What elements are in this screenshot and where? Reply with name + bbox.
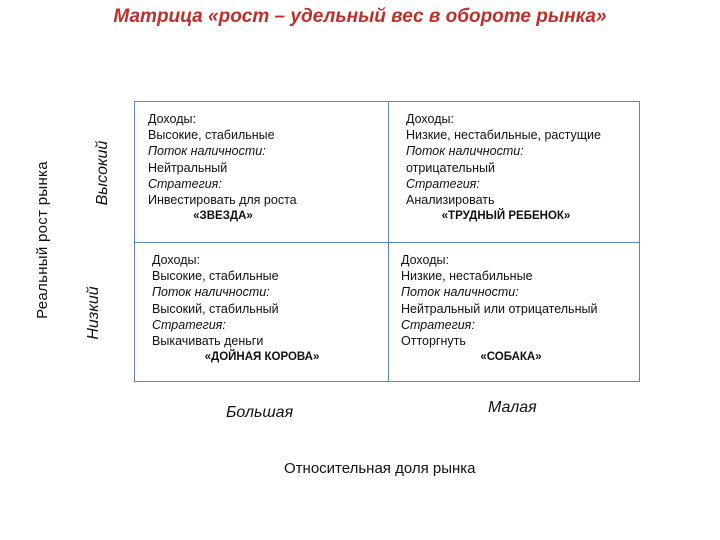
quadrant-question-name: «ТРУДНЫЙ РЕБЕНОК» [441,210,571,223]
quadrant-cow-strategy: Выкачивать деньги [152,334,264,349]
quadrant-dog-cash: Нейтральный или отрицательный [401,301,598,316]
quadrant-cow-income: Высокие, стабильные [152,269,279,284]
bcg-matrix [134,101,640,382]
quadrant-star-cash: Нейтральный [148,160,228,175]
quadrant-question-cash-label: Поток наличности: [406,144,524,159]
quadrant-cow-income-label: Доходы: [152,253,200,267]
quadrant-dog-strategy-label: Стратегия: [401,317,475,332]
quadrant-dog-name: «СОБАКА» [480,351,542,364]
quadrant-question-strategy: Анализировать [406,193,495,208]
quadrant-cow-strategy-label: Стратегия: [152,317,226,332]
quadrant-star-strategy-label: Стратегия: [148,176,222,191]
y-axis-low-label: Низкий [85,286,102,340]
quadrant-cow-cash: Высокий, стабильный [152,301,279,316]
quadrant-star [148,111,298,224]
quadrant-dog-strategy: Отторгнуть [401,334,466,349]
quadrant-dog-income-label: Доходы: [401,253,449,267]
quadrant-question-cash: отрицательный [406,160,495,175]
y-axis-label: Реальный рост рынка [34,161,51,319]
quadrant-question-income: Низкие, нестабильные, растущие [406,128,601,143]
quadrant-question [406,111,606,224]
y-axis-high-label: Высокий [94,140,111,206]
quadrant-dog-income: Низкие, нестабильные [401,269,533,284]
quadrant-cow-cash-label: Поток наличности: [152,285,270,300]
x-axis-low-label: Малая [488,399,537,416]
quadrant-star-strategy: Инвестировать для роста [148,193,297,208]
x-axis-high-label: Большая [226,404,294,421]
quadrant-star-income-label: Доходы: [148,112,196,126]
quadrant-question-strategy-label: Стратегия: [406,176,480,191]
page-title: Матрица «рост – удельный вес в обороте рынка» [113,6,607,27]
quadrant-star-name: «ЗВЕЗДА» [193,210,253,223]
x-axis-label: Относительная доля рынка [284,460,476,477]
quadrant-dog [401,252,621,365]
quadrant-question-income-label: Доходы: [406,112,454,126]
quadrant-star-income: Высокие, стабильные [148,128,275,143]
matrix-horizontal-divider [135,242,639,243]
quadrant-star-cash-label: Поток наличности: [148,144,266,159]
quadrant-cow [152,252,372,365]
quadrant-dog-cash-label: Поток наличности: [401,285,519,300]
quadrant-cow-name: «ДОЙНАЯ КОРОВА» [204,351,320,364]
